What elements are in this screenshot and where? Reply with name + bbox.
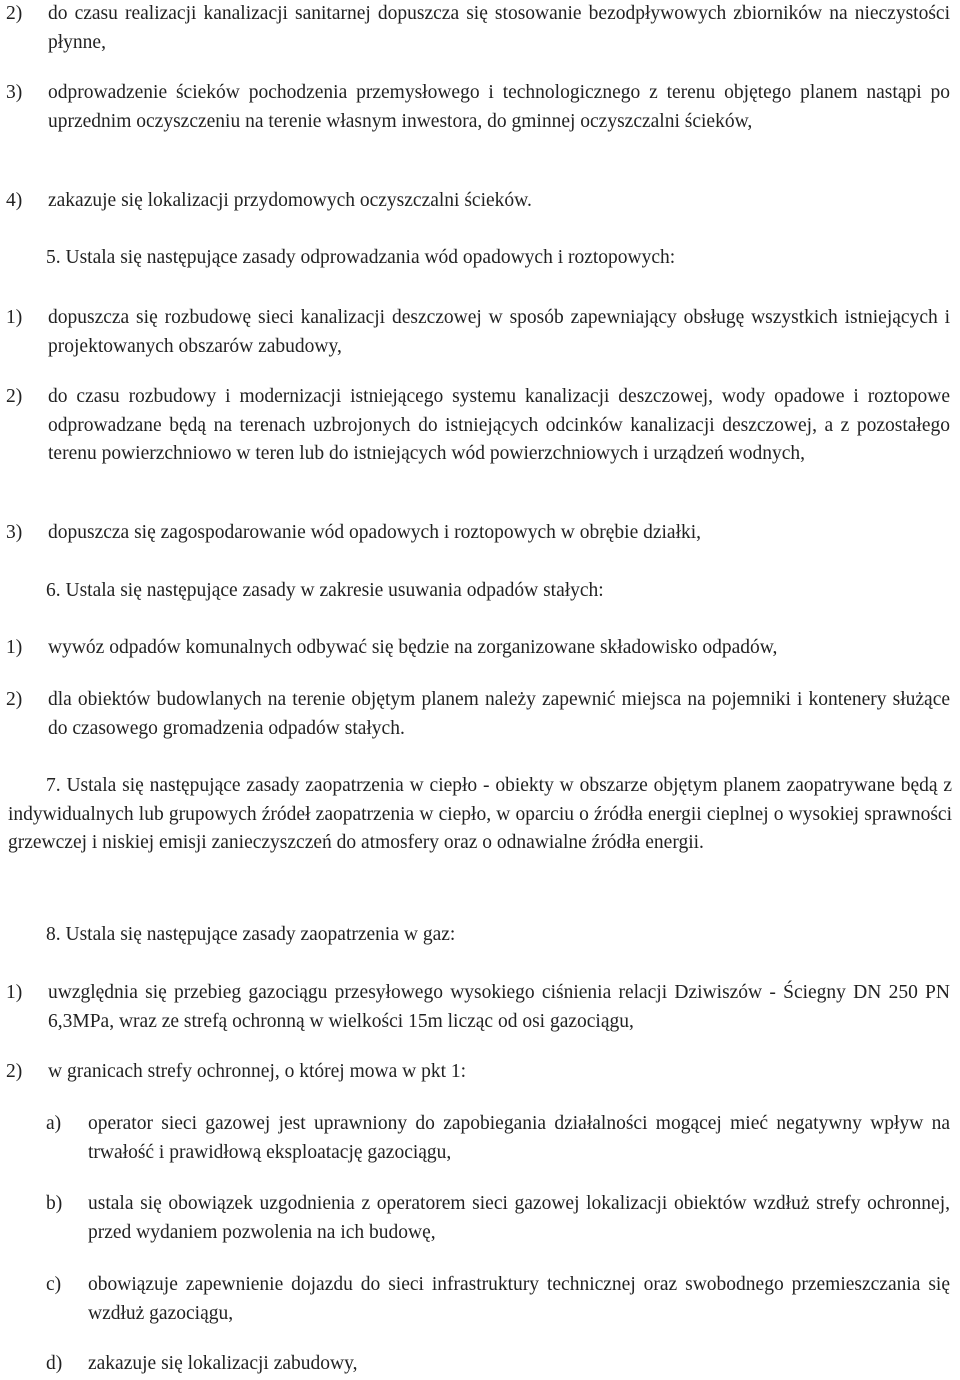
- list-item-text: ustala się obowiązek uzgodnienia z operatorem sieci gazowej lokalizacji obiektów wzdłuż strefy ochronnej, przed wydaniem pozwolenia na ich budowę,: [88, 1193, 950, 1243]
- list-item: [0, 79, 960, 136]
- sub-list-item: [0, 1271, 960, 1328]
- list-item: [0, 519, 960, 548]
- list-item: [0, 0, 960, 57]
- list-item-text: do czasu rozbudowy i modernizacji istniejącego systemu kanalizacji deszczowej, wody opadowe i roztopowe odprowadzane będą na terenach uzbrojonych do istniejących odcinków kanalizacji deszczowej, a z pozostałego terenu powierzchniowo w teren lub do istniejących wód powierzchniowych i urządzeń wodnych,: [48, 386, 950, 464]
- list-item-number: 4): [6, 190, 23, 211]
- list-item-number: 2): [6, 689, 23, 710]
- list-item-number: 3): [6, 522, 23, 543]
- section-heading-5: 5. Ustala się następujące zasady odprowadzania wód opadowych i roztopowych:: [46, 247, 676, 268]
- list-item-text: operator sieci gazowej jest uprawniony do zapobiegania działalności mogącej mieć negatywny wpływ na trwałość i prawidłową eksploatację gazociągu,: [88, 1113, 950, 1163]
- list-item: [0, 686, 960, 743]
- list-item-text: zakazuje się lokalizacji przydomowych oczyszczalni ścieków.: [48, 190, 532, 211]
- list-item-text: zakazuje się lokalizacji zabudowy,: [88, 1353, 358, 1374]
- list-item-text: dopuszcza się rozbudowę sieci kanalizacji deszczowej w sposób zapewniający obsługę wszystkich istniejących i projektowanych obszarów zabudowy,: [48, 307, 950, 357]
- list-item-letter: d): [46, 1353, 63, 1374]
- list-item-text: odprowadzenie ścieków pochodzenia przemysłowego i technologicznego z terenu objętego planem nastąpi po uprzednim oczyszczeniu na terenie własnym inwestora, do gminnej oczyszczalni ścieków,: [48, 82, 950, 132]
- list-item-text: obowiązuje zapewnienie dojazdu do sieci infrastruktury technicznej oraz swobodnego przemieszczania się wzdłuż gazociągu,: [88, 1274, 950, 1324]
- list-item-number: 1): [6, 637, 23, 658]
- list-item-text: wywóz odpadów komunalnych odbywać się będzie na zorganizowane składowisko odpadów,: [48, 637, 778, 658]
- list-item-letter: b): [46, 1193, 63, 1214]
- list-item: [0, 1058, 960, 1087]
- list-item-number: 2): [6, 3, 23, 24]
- list-item-number: 3): [6, 82, 23, 103]
- list-item: [0, 634, 960, 663]
- list-item-number: 2): [6, 1061, 23, 1082]
- sub-list-item: [0, 1350, 960, 1379]
- list-item: [0, 383, 960, 469]
- list-item: [0, 979, 960, 1036]
- sub-list-item: [0, 1110, 960, 1167]
- list-item: [0, 187, 960, 216]
- list-item-text: uwzględnia się przebieg gazociągu przesyłowego wysokiego ciśnienia relacji Dziwiszów - Ściegny DN 250 PN 6,3MPa, wraz ze strefą ochronną w wielkości 15m licząc od osi gazociągu,: [48, 982, 950, 1032]
- section-heading-8: 8. Ustala się następujące zasady zaopatrzenia w gaz:: [46, 924, 456, 945]
- list-item-text: w granicach strefy ochronnej, o której mowa w pkt 1:: [48, 1061, 467, 1082]
- list-item-text: dopuszcza się zagospodarowanie wód opadowych i roztopowych w obrębie działki,: [48, 522, 702, 543]
- list-item: [0, 304, 960, 361]
- list-item-number: 2): [6, 386, 23, 407]
- section-heading-6: 6. Ustala się następujące zasady w zakresie usuwania odpadów stałych:: [46, 580, 604, 601]
- section-paragraph-7: 7. Ustala się następujące zasady zaopatrzenia w ciepło - obiekty w obszarze objętym planem zaopatrywane będą z indywidualnych lub grupowych źródeł zaopatrzenia w ciepło, w oparciu o źródła energii cieplnej o wysokiej sprawności grzewczej i niskiej emisji zanieczyszczeń do atmosfery oraz o odnawialne źródła energii.: [8, 775, 952, 853]
- list-item-letter: a): [46, 1113, 62, 1134]
- list-item-text: do czasu realizacji kanalizacji sanitarnej dopuszcza się stosowanie bezodpływowych zbiorników na nieczystości płynne,: [48, 3, 950, 53]
- list-item-letter: c): [46, 1274, 62, 1295]
- list-item-number: 1): [6, 307, 23, 328]
- sub-list-item: [0, 1190, 960, 1247]
- list-item-text: dla obiektów budowlanych na terenie objętym planem należy zapewnić miejsca na pojemniki i kontenery służące do czasowego gromadzenia odpadów stałych.: [48, 689, 950, 739]
- list-item-number: 1): [6, 982, 23, 1003]
